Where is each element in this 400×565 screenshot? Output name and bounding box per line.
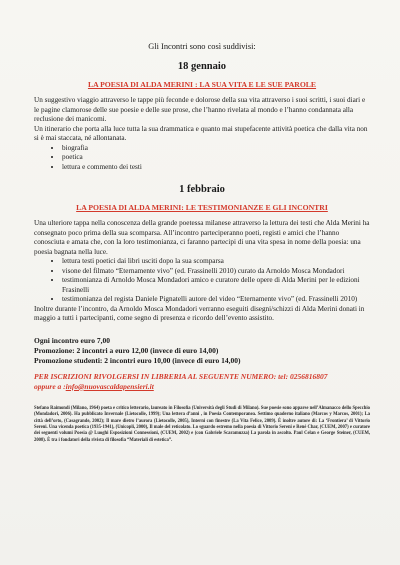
section-1-body: Un suggestivo viaggio attraverso le tappe più feconde e dolorose della sua vita attraverso i suoi scritti, i suoi diari e le pagine clamorose delle sue poesie e delle sue prose, che l’hanno rivelata al mondo e l’hanno condannata alla reclusione dei manicomi. [34,96,366,123]
section-1-title: LA POESIA DI ALDA MERINI : LA SUA VITA E LE SUE PAROLE [87,80,317,89]
section-2-closing: Inoltre durante l’incontro, da Arnoldo Mosca Mondadori verranno eseguiti disegni/schizzi di Alda Merini donati in maggio a tutti i partecipanti, come segno di presenza e ricordo dell’evento assistito. [34,304,365,322]
contact-phone-text: PER ISCRIZIONI RIVOLGERSI IN LIBRERIA AL SEGUENTE NUMERO: tel: 0256816807 [34,371,328,381]
list-item: • biografia [62,144,370,154]
price-promo: Promozione: 2 incontri a euro 12,00 (invece di euro 14,00) [34,345,219,355]
list-item: • poetica [62,153,370,163]
intro-text: Gli Incontri sono così suddivisi: [148,42,256,51]
section-2-body: Una ulteriore tappa nella conoscenza della grande poetessa milanese attraverso la lettura dei testi che Alda Merini ha consegnato poco prima della sua scomparsa. All’incontro parteciperanno poeti, registi e amici che l’hanno conosciuta e amata che, con la loro testimonianza, ci faranno partecipi di una vita spesa in nome della poesia: una poesia bagnata nella luce. [34,219,370,256]
list-item: • testimonianza di Arnoldo Mosca Mondadori amico e curatore delle opere di Alda Merini per le edizioni Frasinelli [62,276,370,295]
contact-info [34,372,370,392]
list-item: • lettura e commento dei testi [62,163,370,173]
section-2-title: LA POESIA DI ALDA MERINI: LE TESTIMONIANZE E GLI INCONTRI [76,203,328,212]
section-2-bullets [62,257,370,305]
list-item: • lettura testi poetici dai libri usciti dopo la sua scomparsa [62,257,370,267]
section-1 [34,61,370,172]
contact-email-line [34,382,370,392]
price-list [34,336,370,366]
section-1-bullets [62,144,370,173]
price-students: Promozione studenti: 2 incontri euro 10,00 (invece di euro 14,00) [34,355,241,365]
section-1-date: 18 gennaio [177,61,227,72]
list-item: • testimonianza del regista Daniele Pignatelli autore del video “Eternamente vivo” (ed. Frassinelli 2010) [62,295,370,305]
contact-email-link[interactable]: info@nuovascaldapensieri.it [65,381,154,391]
price-single: Ogni incontro euro 7,00 [34,335,110,345]
section-1-body-2: Un itinerario che porta alla luce tutta la sua drammatica e quanto mai stupefacente attività poetica che dalla vita non si è mai staccata, né allontanata. [34,124,368,142]
section-2-date: 1 febbraio [179,184,225,195]
list-item: • visone del filmato “Eternamente vivo” (ed. Frassinelli 2010) curato da Arnoldo Mosca Mondadori [62,267,370,277]
contact-email-prefix: oppure a : [34,381,66,391]
author-bio: Stefano Raimondi (Milano, 1964) poeta e critico letterario, laureato in Filosofia (Università degli Studi di Milano). Sue poesie sono apparse nell’Almanacco dello Specchio (Mondadori, 2006). Ha pubblicato Invernale (Lietocolle, 1999); Una lettera d’anni , in Poesia Contemporanea. Settimo quaderno italiano (Marcos y Marcos, 2001); La città dell’orto, (Casagrande, 2002); Il mare dietro l’aurora (Lietocolle, 2005), Interni con finestre (La Vita Felice, 2009). È inoltre autore di: La ‘Frontiera’ di Vittorio Sereni. Una vicenda poetica (1935-1941), (Unicopli, 2000), Il male del reticolato. Lo sguardo estremo nella poesia di Vittorio Sereni e René Char, (CUEM, 2007) e curatore dei seguenti volumi Poesia @ Luoghi Esposizioni Connessioni, (CUEM, 2002) e (con Gabriele Scaramuzza) La parola in ascolto. Paul Celan e George Steiner, (CUEM, 2008). È tra i fondatori della rivista di filosofia “Materiali di estetica”. [34,405,370,443]
section-2 [34,184,370,324]
